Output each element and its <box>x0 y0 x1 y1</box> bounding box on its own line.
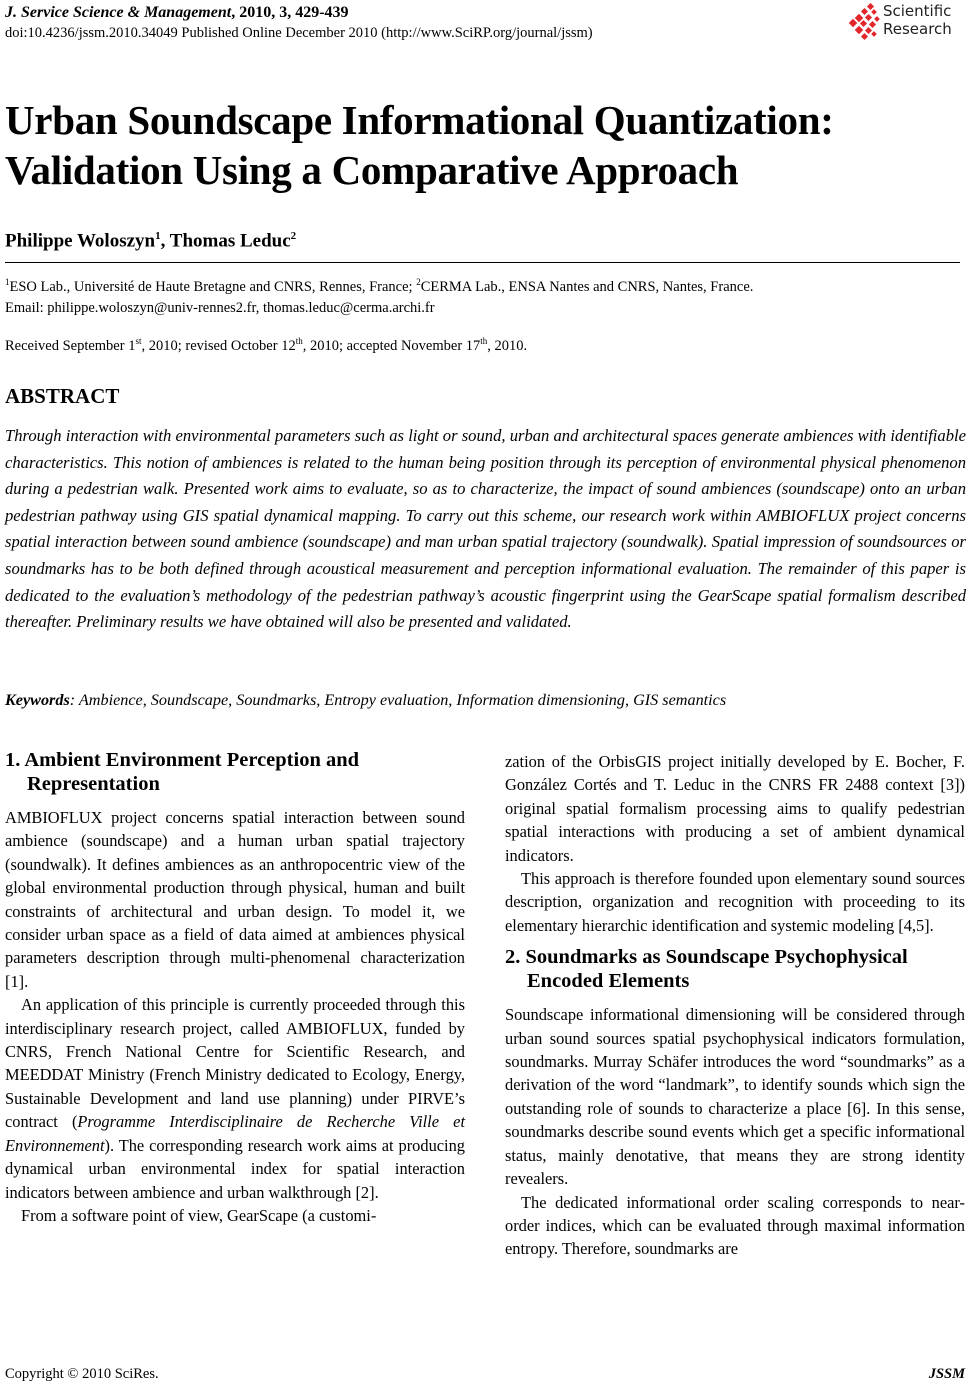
running-header <box>5 2 593 43</box>
keywords <box>5 691 726 710</box>
title-divider <box>5 262 960 263</box>
paragraph: The dedicated informational order scaling corresponds to near-order indices, which can be evaluated through maximal information entropy. Therefore, soundmarks are <box>505 1192 965 1259</box>
logo-text: Scientific Research <box>883 2 952 38</box>
paragraph: zation of the OrbisGIS project initially developed by E. Bocher, F. González Cortés and T. Leduc in the CNRS FR 2488 context [3]) original spatial formalism processing aims to qualify pedestrian spatial interactions with producing a set of ambient dynamical indicators. <box>505 752 965 865</box>
paragraph: AMBIOFLUX project concerns spatial interaction between sound ambience (soundscape) and a human urban spatial trajectory (soundwalk). It defines ambiences as an anthropocentric view of the global environmental production through physical, human and built constraints of architectural and urban design. To model it, we consider urban space as a field of data aimed at ambiences physical parameters description through multi-phenomenal characterization [1]. <box>5 808 465 991</box>
journal-name: J. Service Science & Management <box>5 4 232 21</box>
abstract-text: Through interaction with environmental parameters such as light or sound, urban and architectural spaces generate ambiences with identifiable characteristics. This notion of ambiences is related to the human being position through its perception of environmental physical phenomenon during a pedestrian walk. Presented work aims to evaluate, so as to characterize, the impact of sound ambiences (soundscape) onto an urban pedestrian pathway using GIS spatial dynamical mapping. To carry out this scheme, our research work within AMBIOFLUX project concerns spatial interaction between sound ambience (soundscape) and man urban spatial trajectory (soundwalk). Spatial impression of soundsources or soundmarks has to be both defined through acoustical measurement and perception informational evaluation. The remainder of this paper is dedicated to the evaluation’s methodology of the pedestrian pathway’s acoustic fingerprint using the GearScape spatial formalism described thereafter. Preliminary results we have obtained will also be presented and validated. <box>5 426 966 632</box>
body-column-right <box>505 750 965 1261</box>
paragraph: From a software point of view, GearScape (a customi- <box>21 1205 377 1225</box>
keywords-list: : Ambience, Soundscape, Soundmarks, Entropy evaluation, Information dimensioning, GIS semantics <box>69 691 727 709</box>
journal-citation <box>5 2 593 23</box>
keywords-label: Keywords <box>5 691 70 709</box>
paper-title: Urban Soundscape Informational Quantization: Validation Using a Comparative Approach <box>5 97 834 193</box>
paragraph: This approach is therefore founded upon elementary sound sources description, organization and recognition with proceeding to its elementary hierarchic identification and systemic modeling [4,5]. <box>505 869 965 935</box>
author-name: Thomas Leduc <box>169 230 291 252</box>
author-name: Philippe Woloszyn <box>5 230 156 252</box>
abstract-heading: ABSTRACT <box>5 384 120 408</box>
section-2-heading: 2. Soundmarks as Soundscape Psychophysical Encoded Elements <box>505 946 908 993</box>
affiliations: $^1$ESO Lab., Université de Haute Bretagne and CNRS, Rennes, France; $^2$CERMA Lab., ENSA Nantes and CNRS, Nantes, France. Email: philippe.woloszyn@univ-rennes2.fr, thomas.leduc@cerma.archi.fr <box>5 272 965 319</box>
authors: Philippe Woloszyn$^1$, Thomas Leduc$^2$ <box>5 230 297 252</box>
journal-abbrev-footer: JSSM <box>928 1366 965 1382</box>
journal-volume-pages: , 2010, 3, 429-439 <box>231 4 349 21</box>
copyright-footer: Copyright © 2010 SciRes. <box>5 1366 159 1382</box>
doi-line: doi:10.4236/jssm.2010.34049 Published Online December 2010 (http://www.SciRP.org/journal/jssm) <box>5 25 593 41</box>
diamond-cluster-icon <box>848 3 882 41</box>
email-line: Email: philippe.woloszyn@univ-rennes2.fr, thomas.leduc@cerma.archi.fr <box>5 299 435 316</box>
scientific-research-logo <box>848 2 968 42</box>
received-dates: Received September 1st, 2010; revised October 12th, 2010; accepted November 17th, 2010. <box>5 336 528 354</box>
paragraph: Soundscape informational dimensioning will be considered through urban sound sources spatial psychophysical indicators formulation, soundmarks. Murray Schäfer introduces the word “soundmarks” as a derivation of the word “landmark”, to identify sounds which sign the outstanding role of sounds to characterize a place [6]. In this sense, soundmarks describe sound events which get a specific informational status, mainly denotative, that means they are strong identity revealers. <box>505 1005 965 1189</box>
body-column-left <box>5 748 465 1227</box>
section-1-heading: 1. Ambient Environment Perception and Representation <box>5 749 360 795</box>
paragraph: An application of this principle is currently proceeded through this interdisciplinary research project, called AMBIOFLUX, funded by CNRS, French National Centre for Scientific Research, and MEEDDAT Ministry (French Ministry dedicated to Ecology, Energy, Sustainable Development and land use planning) under PIRVE’s contract (Programme Interdisciplinaire de Recherche Ville et Environnement). The corresponding research work aims at producing dynamical urban environmental index for spatial interaction indicators between ambience and urban walkthrough [2]. <box>5 995 465 1202</box>
